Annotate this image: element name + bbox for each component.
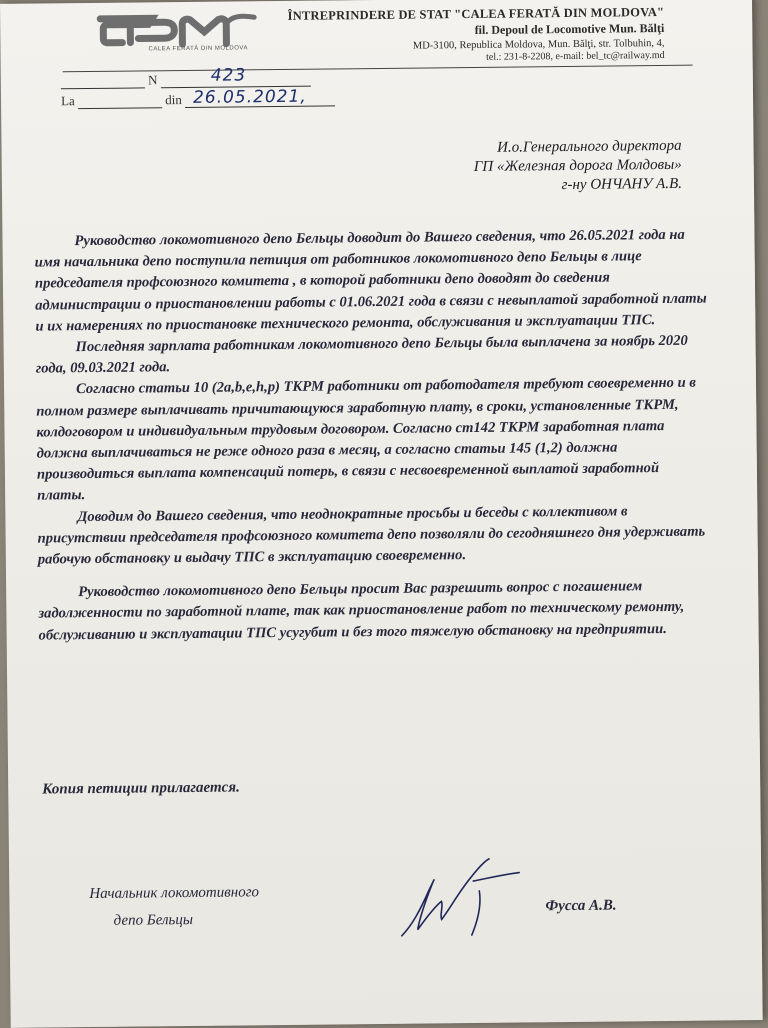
number-label: N bbox=[147, 72, 158, 88]
paragraph: Последняя зарплата работникам локомотивного депо Бельцы была выплачена за ноябрь 2020 года, 09.03.2021 года. bbox=[35, 332, 688, 377]
paragraph: Руководство локомотивного депо Бельцы просит Вас разрешить вопрос с погашением задолженности по заработной плате, так как приостановление работ по техническому ремонту, обслуживанию и эксплуатации ТПС усугубит и без того тяжелую обстановку на предприятии. bbox=[38, 578, 685, 644]
blank-line bbox=[61, 87, 145, 89]
signer-title bbox=[89, 879, 259, 935]
addressee-position: И.о.Генерального директора bbox=[496, 137, 682, 156]
registration-fields bbox=[60, 65, 335, 113]
paragraph: Согласно статьи 10 (2a,b,e,h,p) ТКРМ работники от работодателя требуют своевременно и в полном размере выплачивать причитающуюся заработную плату, в сроки, установленные ТКРМ, колдоговором и индивидуальным трудовым договором. Согласно ст142 ТКРМ заработная плата должна выплачиваться не реже одного раза в месяц, а согласно статьи 145 (1,2) должна производиться выплата компенсаций потерь, в связи с несвоевременной выплатой заработной платы. bbox=[36, 375, 696, 505]
letterhead-address: MD-3100, Republica Moldova, Mun. Bălţi, str. Tolbuhin, 4, bbox=[412, 37, 665, 52]
paragraph: Руководство локомотивного депо Бельцы доводит до Вашего сведения, что 26.05.2021 года на имя начальника депо поступила петиция от работников локомотивного депо Бельцы в лице председателя профсоюзного комитета , в которой работники депо доводят до сведения администрации о приостановлении работы с 01.06.2021 года в связи с невыплатой заработной платы и их намерениях по приостановке технического ремонта, обслуживания и эксплуатации ТПС. bbox=[34, 226, 707, 335]
attachment-note: Копия петиции прилагается. bbox=[42, 779, 240, 798]
signer-name: Фусса А.В. bbox=[545, 897, 617, 915]
handwritten-number: 423 bbox=[210, 65, 247, 86]
to-label: La bbox=[60, 93, 75, 109]
handwritten-signature bbox=[389, 850, 530, 941]
letterhead-org: ÎNTREPRINDERE DE STAT "CALEA FERATĂ DIN MOLDOVA" bbox=[287, 4, 665, 23]
logo-subtitle: CALEA FERATĂ DIN MOLDOVA bbox=[148, 45, 248, 53]
paragraph: Доводим до Вашего сведения, что неоднократные просьбы и беседы с коллективом в присутствии председателя профсоюзного комитета депо позволяли до сегодняшнего дня удерживать рабочую обстановку и выдачу ТПС в эксплуатацию своевременно. bbox=[37, 503, 706, 568]
handwritten-date: 26.05.2021, bbox=[192, 86, 307, 108]
header-divider bbox=[63, 65, 693, 73]
signer-title-line: депо Бельцы bbox=[113, 911, 194, 929]
letter-body bbox=[34, 225, 710, 647]
addressee-name: г-ну ОНЧАНУ А.В. bbox=[561, 175, 683, 194]
letterhead bbox=[288, 5, 665, 65]
letterhead-contacts: tel.: 231-8-2208, e-mail: bel_tc@railway.md bbox=[486, 49, 665, 63]
to-line bbox=[78, 107, 162, 109]
addressee-block bbox=[474, 137, 683, 196]
letterhead-branch: fil. Depoul de Locomotive Mun. Bălţi bbox=[474, 20, 665, 37]
addressee-company: ГП «Железная дорога Молдовы» bbox=[473, 156, 682, 175]
signer-title-line: Начальник локомотивного bbox=[89, 884, 260, 903]
date-label: din bbox=[165, 92, 182, 108]
